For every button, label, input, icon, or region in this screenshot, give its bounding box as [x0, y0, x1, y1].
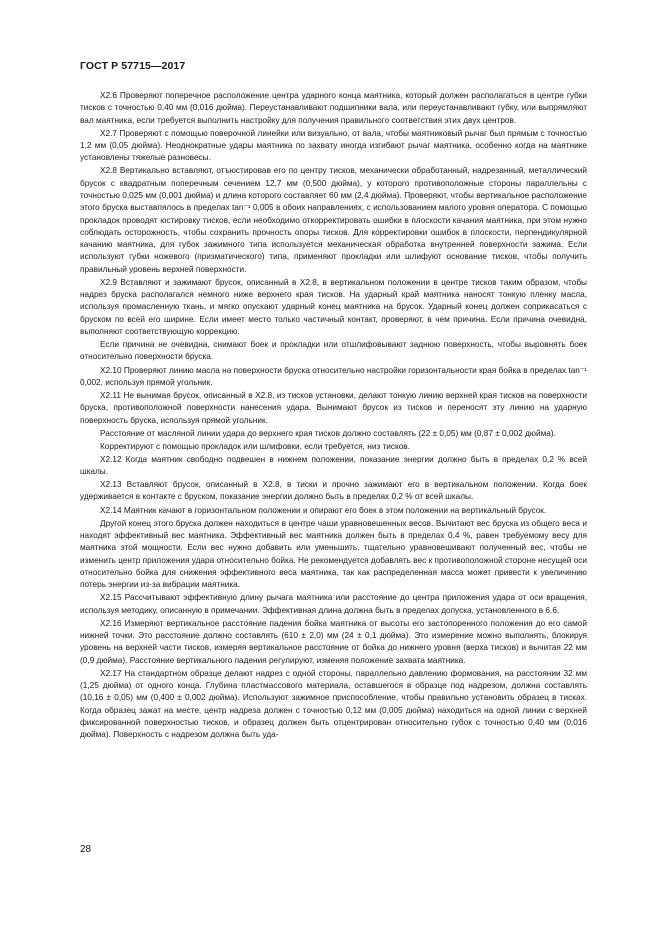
page-number: 28: [80, 844, 92, 855]
paragraph-x2-7: X2.7 Проверяют с помощью поверочной линейки или визуально, от вала, чтобы маятниковый рычаг был прямым с точностью 1,2 мм (0,05 дюйма). Неоднократные удары маятника по захвату иногда изгибают рычаг маятника, особенно когда на маятнике установлены тяжелые разновесы.: [80, 128, 587, 163]
paragraph-x2-12: X2.12 Когда маятник свободно подвешен в нижнем положении, показание энергии должно быть в пределах 0,2 % всей шкалы.: [80, 454, 587, 477]
paragraph-x2-10: X2.10 Проверяют линию масла на поверхности бруска относительно настройки горизонтальности края бойка в пределах tan⁻¹ 0,002, используя прямой угольник.: [80, 365, 587, 387]
paragraph-x2-8: X2.8 Вертикально вставляют, отъюстировав его по центру тисков, механически обработанный, надрезанный, металлический брусок с квадратным поперечным сечением 12,7 мм (0,500 дюйма), у которого противоположные стороны параллельны с точностью 0,025 мм (0,001 дюйма) и длина которого составляет 60 мм (2,4 дюйма). Проверяют, чтобы вертикальное расположение этого бруска выставлялось в пределах tan⁻¹ 0,005 в обоих направлениях, с использованием малого уровня оператора. С помощью прокладок проводят юстировку тисков, если необходимо откорректировать ошибки в плоскости качания маятника, при этом нужно соблюдать осторожность, чтобы сохранить прочность опоры тисков. Для корректировки ошибок в плоскости, перпендикулярной качанию маятника, для губок зажимного типа используется механическая обработка внутренней поверхности зажима. Если используют губки ножевого (призматического) типа, применяют прокладки или шлифуют основание тисков, чтобы получить правильный уровень верхней поверхности.: [80, 166, 587, 274]
paragraph-x2-14-cont: Другой конец этого бруска должен находиться в центре чаши уравновешенных весов. Вычитают вес бруска из общего веса и находят эффективный вес маятника. Эффективный вес маятника должен быть в пределах 0,4 %, равен требуемому весу для маятника этой мощности. Если вес нужно добавить или уменьшить, тщательно уравновешивают полученный вес, чтобы не изменить центр приложения удара относительно бойка. Не рекомендуется добавлять вес к противоположной стороне несущей оси относительно бойка для снижения эффективного веса маятника, так как распределенная масса может привести к увеличению потерь энергии из-за вибрации маятника.: [80, 518, 587, 590]
paragraph-x2-14: X2.14 Маятник качают в горизонтальном положении и опирают его боек в этом положении на вертикальный брусок.: [100, 505, 547, 515]
paragraph-x2-11: X2.11 Не вынимая брусок, описанный в X2.8, из тисков установки, делают тонкую линию верхней края тисков на поверхности бруска, противоположной поверхности нанесения удара. Вынимают брусок из тисков и переносят эту линию на ударную поверхность бруска, используя прямой угольник.: [80, 390, 587, 425]
paragraph-x2-16: X2.16 Измеряют вертикальное расстояние падения бойка маятника от высоты его застопоренного положения до его самой нижней точки. Это расстояние должно составлять (610 ± 2,0) мм (24 ± 0,1 дюйма). Это измерение можно выполнять, блокируя уровень на верхней части тисков, измеряя вертикальное расстояние от бойка до нижнего уровня (верха тисков) и вычитая 22 мм (0,9 дюйма). Расстояние вертикального падения регулируют, изменяя положение захвата маятника.: [80, 618, 587, 665]
document-header: ГОСТ Р 57715—2017: [80, 60, 186, 72]
paragraph-x2-9: X2.9 Вставляют и зажимают брусок, описанный в X2.8, в вертикальном положении в центре тисков таким образом, чтобы надрез бруска располагался немного ниже верхнего края тисков. На ударный край маятника наносят тонкую пленку масла, используя промасленную ткань, и мягко опускают ударный конец маятника на брусок. Ударный конец должен соприкасаться с бруском по всей его ширине. Если имеет место только частичный контакт, проверяют, в чем причина. Если причина очевидна, выполняют соответствующую коррекцию.: [80, 277, 587, 337]
document-body: [80, 90, 587, 742]
paragraph-x2-17: X2.17 На стандартном образце делают надрез с одной стороны, параллельно давлению формования, на расстоянии 32 мм (1,25 дюйма) от одного конца. Глубина пластмассового материала, оставшегося в образце под надрезом, должна составлять (10,16 ± 0,05) мм (0,400 ± 0,002 дюйма). Используют зажимное приспособление, чтобы правильно установить образец в тисках. Когда образец зажат на месте, центр надреза должен с точностью 0,12 мм (0,005 дюйма) находиться на одной линии с верхней фиксированной поверхностью тисков, и образец должен быть отцентрирован относительно губок с точностью 0,40 мм (0,016 дюйма). Поверхность с надрезом должна быть уда-: [80, 668, 587, 740]
paragraph-x2-13: X2.13 Вставляют брусок, описанный в X2.8, в тиски и прочно зажимают его в вертикальном положении. Когда боек удерживается в контакте с бруском, показание энергии должно быть в пределах 0,2 % от всей шкалы.: [80, 480, 587, 502]
paragraph-x2-11-correct: Корректируют с помощью прокладок или шлифовки, если требуется, низ тисков.: [100, 441, 410, 451]
paragraph-x2-9-cont: Если причина не очевидна, снимают боек и прокладки или отшлифовывают заднюю поверхность, чтобы выровнять боек относительно поверхности бруска.: [80, 340, 587, 362]
paragraph-x2-6: X2.6 Проверяют поперечное расположение центра ударного конца маятника, который должен располагаться в центре губки тисков с точностью 0,40 мм (0,016 дюйма). Переустанавливают подшипники вала, или переустанавливают губку, или выпрямляют вал маятника, если требуется выполнить настройку для получения правильного соответствия этих двух центров.: [80, 91, 587, 125]
paragraph-x2-11-distance: Расстояние от масляной линии удара до верхнего края тисков должно составлять (22 ± 0,05) мм (0,87 ± 0,002 дюйма).: [100, 428, 556, 438]
paragraph-x2-15: X2.15 Рассчитывают эффективную длину рычага маятника или расстояние до центра приложения удара от оси вращения, используя методику, описанную в примечании. Эффективная длина должна быть в пределах допуска, установленного в 6.6.: [80, 593, 587, 615]
